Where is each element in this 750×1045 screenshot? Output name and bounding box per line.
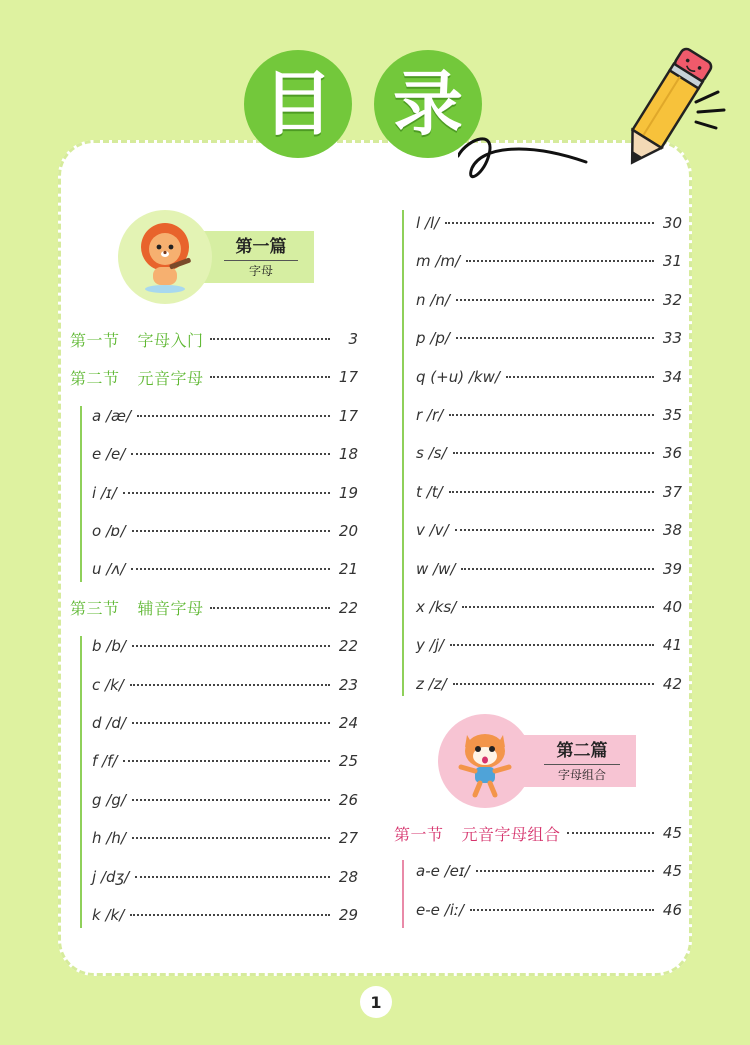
- leader-dots: [130, 684, 330, 686]
- leader-dots: [567, 832, 654, 834]
- toc-entry-row: [416, 897, 682, 923]
- toc-label: c /k/: [92, 675, 124, 694]
- toc-label: b /b/: [92, 637, 126, 656]
- toc-page-number: 22: [338, 598, 358, 617]
- leader-dots: [123, 760, 330, 762]
- leader-dots: [132, 837, 330, 839]
- toc-entry-row: [92, 672, 358, 698]
- part1-mascot-circle: [118, 210, 212, 304]
- toc-label: v /v/: [416, 521, 449, 540]
- toc-label: r /r/: [416, 406, 444, 424]
- toc-section-title: 元音字母: [137, 368, 204, 388]
- leader-dots: [466, 260, 654, 262]
- toc-page-number: 23: [338, 675, 358, 694]
- toc-entry-row: [416, 556, 682, 582]
- toc-section-number: 第三节: [70, 599, 120, 619]
- toc-label: a-e /eɪ/: [416, 862, 470, 881]
- part1-title: 第一篇: [235, 237, 287, 257]
- vowel-group-bar: [80, 406, 82, 582]
- title-char-1: 目: [263, 63, 333, 145]
- toc-entry-row: [92, 787, 358, 813]
- toc-page-number: 36: [662, 444, 682, 463]
- toc-page-number: 38: [662, 521, 682, 540]
- toc-entry-row: [92, 748, 358, 774]
- toc-label: [70, 596, 204, 619]
- part2-title: 第二篇: [556, 741, 608, 761]
- toc-page-number: 33: [662, 329, 682, 348]
- toc-page-number: 45: [662, 824, 682, 842]
- toc-page-number: 42: [662, 674, 682, 693]
- leader-dots: [132, 645, 330, 647]
- toc-section-row: [70, 595, 358, 621]
- leader-dots: [456, 299, 654, 301]
- toc-page-number: 19: [338, 483, 358, 502]
- toc-label: e /e/: [92, 445, 126, 464]
- toc-label: [70, 328, 204, 351]
- toc-entry-row: [416, 287, 682, 313]
- toc-label: q (+u) /kw/: [416, 367, 500, 386]
- toc-page-number: 41: [662, 636, 682, 655]
- toc-label: d /d/: [92, 714, 126, 732]
- toc-page-number: 30: [662, 214, 682, 232]
- leader-dots: [210, 376, 330, 378]
- part1-header: [118, 210, 314, 304]
- toc-entry-row: [92, 633, 358, 659]
- toc-section-title: 字母入门: [137, 330, 204, 350]
- toc-label: [394, 822, 561, 845]
- toc-page-number: 27: [338, 829, 358, 848]
- leader-dots: [470, 909, 654, 911]
- right-column-bar: [402, 210, 404, 696]
- toc-page-number: 20: [338, 522, 358, 540]
- toc-label: o /ɒ/: [92, 522, 126, 540]
- leader-dots: [132, 799, 330, 801]
- toc-page-number: 37: [662, 482, 682, 501]
- toc-page-number: 21: [338, 560, 358, 579]
- toc-label: z /z/: [416, 674, 447, 693]
- leader-dots: [506, 376, 654, 378]
- toc-label: k /k/: [92, 906, 125, 924]
- page-number: 1: [360, 986, 392, 1018]
- toc-label: i /ɪ/: [92, 483, 117, 502]
- toc-page-number: 28: [338, 867, 358, 886]
- toc-label: n /n/: [416, 290, 450, 309]
- toc-entry-row: [416, 248, 682, 274]
- toc-entry-row: [92, 556, 358, 582]
- title-circle-1: [244, 50, 352, 158]
- toc-page-number: 24: [338, 714, 358, 732]
- combination-group-bar: [402, 860, 404, 928]
- toc-entry-row: [92, 864, 358, 890]
- toc-label: f /f/: [92, 752, 118, 771]
- leader-dots: [449, 414, 654, 416]
- toc-label: a /æ/: [92, 406, 131, 425]
- toc-section-title: 元音字母组合: [461, 824, 561, 844]
- toc-entry-row: [92, 480, 358, 506]
- toc-page-number: 29: [338, 906, 358, 924]
- toc-page-number: 26: [338, 790, 358, 809]
- toc-section-row: [394, 820, 682, 846]
- leader-dots: [461, 568, 654, 570]
- toc-section-title: 辅音字母: [137, 599, 204, 619]
- toc-label: m /m/: [416, 252, 461, 271]
- leader-dots: [453, 452, 654, 454]
- toc-section-row: [70, 326, 358, 352]
- toc-page-number: 46: [662, 900, 682, 919]
- leader-dots: [449, 491, 654, 493]
- toc-page-number: 25: [338, 752, 358, 771]
- toc-label: t /t/: [416, 482, 443, 501]
- toc-page-number: 39: [662, 559, 682, 578]
- toc-page-number: 34: [662, 367, 682, 386]
- toc-entry-row: [416, 858, 682, 884]
- toc-label: j /dʒ/: [92, 867, 130, 886]
- title-char-2: 录: [393, 63, 463, 145]
- leader-dots: [123, 492, 330, 494]
- toc-entry-row: [92, 403, 358, 429]
- toc-section-number: 第一节: [394, 824, 444, 844]
- toc-section-number: 第二节: [70, 368, 120, 388]
- leader-dots: [456, 337, 654, 339]
- toc-page-number: 18: [338, 445, 358, 464]
- leader-dots: [462, 606, 654, 608]
- leader-dots: [455, 529, 654, 531]
- part1-rule: [224, 260, 298, 261]
- toc-section-number: 第一节: [70, 330, 120, 350]
- part2-mascot-circle: [438, 714, 532, 808]
- toc-page-number: 40: [662, 598, 682, 616]
- part2-rule: [544, 764, 620, 765]
- part2-badge: [518, 735, 636, 787]
- squiggle-decoration: [458, 128, 598, 188]
- toc-label: x /ks/: [416, 598, 457, 616]
- leader-dots: [132, 722, 330, 724]
- toc-page-number: 31: [662, 252, 682, 271]
- leader-dots: [445, 222, 654, 224]
- part2-header: [438, 714, 636, 808]
- toc-entry-row: [416, 325, 682, 351]
- leader-dots: [210, 338, 330, 340]
- leader-dots: [131, 453, 330, 455]
- leader-dots: [130, 914, 330, 916]
- toc-label: y /j/: [416, 636, 444, 655]
- toc-entry-row: [416, 479, 682, 505]
- toc-label: s /s/: [416, 444, 447, 463]
- leader-dots: [132, 530, 330, 532]
- toc-label: h /h/: [92, 829, 126, 848]
- toc-label: p /p/: [416, 329, 450, 348]
- leader-dots: [210, 607, 330, 609]
- toc-entry-row: [92, 902, 358, 928]
- part1-subtitle: 字母: [248, 264, 273, 278]
- toc-entry-row: [92, 825, 358, 851]
- toc-label: w /w/: [416, 559, 456, 578]
- toc-label: u /ʌ/: [92, 560, 126, 579]
- leader-dots: [131, 568, 330, 570]
- toc-entry-row: [416, 671, 682, 697]
- leader-dots: [476, 870, 654, 872]
- toc-entry-row: [416, 210, 682, 236]
- toc-label: e-e /iː/: [416, 900, 464, 919]
- tiger-mascot-icon: [445, 721, 525, 801]
- part2-subtitle: 字母组合: [557, 768, 606, 782]
- leader-dots: [450, 644, 654, 646]
- toc-label: [70, 366, 204, 389]
- toc-page-number: 17: [338, 368, 358, 387]
- toc-entry-row: [416, 517, 682, 543]
- toc-entry-row: [416, 402, 682, 428]
- toc-page-number: 32: [662, 290, 682, 309]
- toc-page-number: 17: [338, 406, 358, 425]
- toc-page-number: 35: [662, 406, 682, 424]
- toc-entry-row: [416, 594, 682, 620]
- leader-dots: [453, 683, 654, 685]
- leader-dots: [135, 876, 330, 878]
- toc-entry-row: [416, 440, 682, 466]
- pencil-icon: [600, 40, 730, 180]
- toc-page-number: 22: [338, 637, 358, 656]
- toc-page-number: 45: [662, 862, 682, 881]
- toc-entry-row: [92, 441, 358, 467]
- toc-section-row: [70, 364, 358, 390]
- toc-entry-row: [416, 364, 682, 390]
- lion-mascot-icon: [125, 217, 205, 297]
- toc-label: g /g/: [92, 790, 126, 809]
- consonant-group-bar: [80, 636, 82, 928]
- leader-dots: [137, 415, 330, 417]
- toc-entry-row: [92, 710, 358, 736]
- toc-page-number: 3: [348, 330, 358, 348]
- toc-entry-row: [92, 518, 358, 544]
- toc-label: l /l/: [416, 214, 440, 232]
- part1-badge: [198, 231, 314, 283]
- toc-entry-row: [416, 632, 682, 658]
